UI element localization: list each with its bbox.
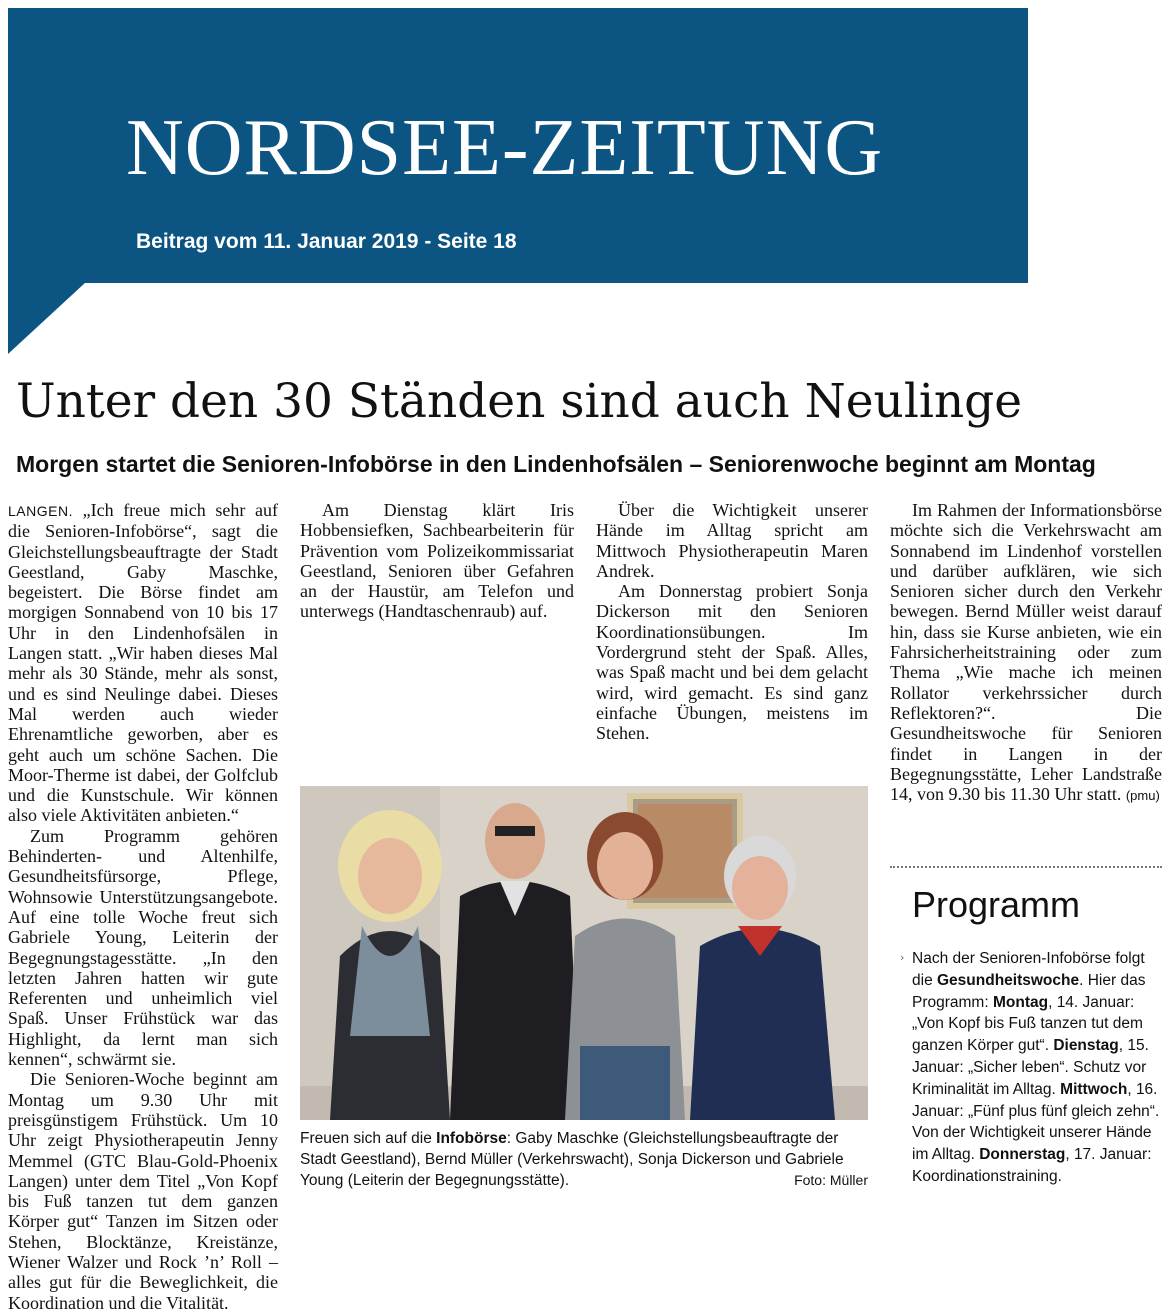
paragraph-1: LANGEN. „Ich freue mich sehr auf die Senioren-Infobörse“, sagt die Gleichstellungsbeauftragte der Stadt Geestland, Gaby Maschke, begeistert. Die Börse findet am morgigen Sonnabend von 10 bis 17 Uhr in den Lindenhofsälen in Langen statt. „Wir haben dieses Mal mehr als 30 Stände, mehr als sonst, und es sind Neulinge dabei. Dieses Mal werden auch wieder Ehrenamtliche geworben, aber es geht auch um schöne Sachen. Die Moor-Therme ist dabei, der Golfclub und die Kunstschule. Wir können also viele Aktivitäten anbieten.“ [8,500,278,826]
box-divider [890,866,1162,868]
masthead-banner [8,8,1028,283]
bullet-icon: › [900,951,905,964]
group-photo-illustration [300,786,868,1120]
photo-caption: Freuen sich auf die Infobörse: Gaby Maschke (Gleichstellungsbeauftragte der Stadt Geestland), Bernd Müller (Verkehrswacht), Sonja Dickerson und Gabriele Young (Leiterin der Begegnungsstätte). Foto: Müller [300,1130,868,1189]
article-column-1 [8,500,278,1313]
masthead-tail-shape [8,282,86,354]
paragraph-6: Am Donnerstag probiert Sonja Dickerson mit den Senioren Koordinationsübungen. Im Vordergrund steht der Spaß. Alles, was Spaß macht und bei dem gelacht wird, wird gemacht. Es sind ganz einfache Übungen, meistens im Stehen. [596,581,868,744]
issue-date-line: Beitrag vom 11. Januar 2019 - Seite 18 [136,230,517,253]
article-photo [300,786,868,1120]
photo-credit: Foto: Müller [794,1172,868,1188]
article-headline: Unter den 30 Ständen sind auch Neulinge [16,374,1023,429]
program-box-body [912,948,1164,1188]
dateline: LANGEN. [8,503,73,519]
paragraph-5: Über die Wichtigkeit unserer Hände im Alltag spricht am Mittwoch Physiotherapeutin Maren Andrek. [596,500,868,581]
article-column-3 [596,500,868,744]
program-box-title: Programm [912,884,1081,925]
article-column-4 [890,500,1162,806]
article-column-2 [300,500,574,622]
paragraph-2: Zum Programm gehören Behinderten- und Altenhilfe, Gesundheitsfürsorge, Pflege, Wohnsowie Unterstützungsangebote. Auf eine tolle Woche freut sich Gabriele Young, Leiterin der Begegnungstagesstätte. „In den letzten Jahren hatten wir gute Referenten und unheimlich viel Spaß. Unser Frühstück war das Highlight, da lernt man sich kennen“, schwärmt sie. [8,825,278,1070]
author-tag: (pmu) [1125,788,1160,804]
paragraph-7: Im Rahmen der Informationsbörse möchte sich die Verkehrswacht am Sonnabend im Lindenhof vorstellen und darüber aufklären, wie sich Senioren sicher durch den Verkehr bewegen. Bernd Müller weist darauf hin, dass sie Kurse anbieten, wie ein Fahrsicherheitstraining oder zum Thema „Wie mache ich meinen Rollator verkehrssicher durch Reflektoren?“. Die Gesundheitswoche für Senioren findet in Langen in der Begegnungsstätte, Leher Landstraße 14, von 9.30 bis 11.30 Uhr statt. (pmu) [890,500,1162,805]
paragraph-3: Die Senioren-Woche beginnt am Montag um 9.30 Uhr mit preisgünstigem Frühstück. Um 10 Uhr zeigt Physiotherapeutin Jenny Memmel (GTC Blau-Gold-Phoenix Langen) unter dem Titel „Von Kopf bis Fuß tanzen tut dem ganzen Körper gut“ Tanzen im Sitzen oder Stehen, Blocktänze, Kreistänze, Wiener Walzer und Rock ’n’ Roll – alles gut für die Beweglichkeit, die Koordination und die Vitalität. [8,1069,278,1313]
article-subheadline: Morgen startet die Senioren-Infobörse in den Lindenhofsälen – Seniorenwoche beginnt am Montag [16,451,1096,477]
program-text: Nach der Senioren-Infobörse folgt die Gesundheitswoche. Hier das Programm: Montag, 14. Januar: „Von Kopf bis Fuß tanzen tut dem ganzen Körper gut“. Dienstag, 15. Januar: „Sicher leben“. Schutz vor Kriminalität im Alltag. Mittwoch, 16. Januar: „Fünf plus fünf gleich zehn“. Von der Wichtigkeit unserer Hände im Alltag. Donnerstag, 17. Januar: Koordinationstraining. [912,950,1160,1185]
newspaper-title: NORDSEE-ZEITUNG [126,104,884,192]
paragraph-4: Am Dienstag klärt Iris Hobbensiefken, Sachbearbeiterin für Prävention vom Polizeikommissariat Geestland, Senioren über Gefahren an der Haustür, am Telefon und unterwegs (Handtaschenraub) auf. [300,500,574,622]
